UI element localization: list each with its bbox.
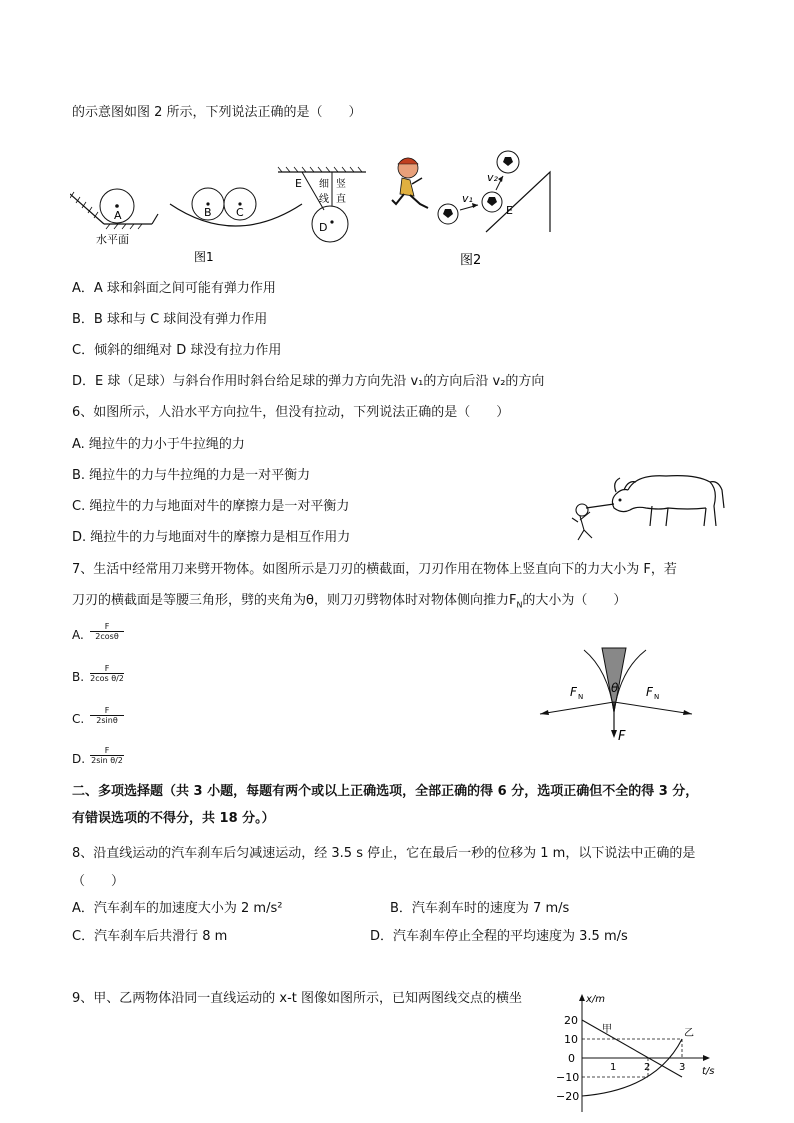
q7-option-b-label: B. <box>72 670 85 684</box>
label-rope-2: 线 <box>319 194 329 205</box>
label-vertical-1: 竖 <box>336 179 346 190</box>
q8-option-b: B．汽车刹车时的速度为 7 m/s <box>390 901 570 916</box>
q5-intro: 的示意图如图 2 所示，下列说法正确的是（ ） <box>72 105 362 120</box>
label-fn-right-sub: N <box>654 693 660 701</box>
q8-stem: 8、沿直线运动的汽车刹车后匀减速运动，经 3.5 s 停止，它在最后一秒的位移为 1 m，以下说法中正确的是 <box>72 846 696 861</box>
label-fn-left-sub: N <box>578 693 584 701</box>
kicker-figure <box>392 158 428 208</box>
label-fn-right: F <box>646 685 653 699</box>
q7-stem-line-1: 7、生活中经常用刀来劈开物体。如图所示是刀刃的横截面，刀刃作用在物体上竖直向下的力大小为 F，若 <box>72 562 677 577</box>
label-theta: θ <box>611 681 619 695</box>
label-rope-1: 细 <box>319 179 329 190</box>
q8-option-a: A．汽车刹车的加速度大小为 2 m/s² <box>72 901 283 916</box>
label-v1: v₁ <box>462 192 473 205</box>
xlabel: t/s <box>702 1066 715 1077</box>
ball-a-diagram <box>70 189 158 246</box>
ball-3 <box>497 151 519 173</box>
q6-option-d: D. 绳拉牛的力与地面对牛的摩擦力是相互作用力 <box>72 530 351 545</box>
q5-option-a: A．A 球和斜面之间可能有弹力作用 <box>72 281 276 296</box>
label-b: B <box>204 206 212 219</box>
ytick-20: 20 <box>564 1014 578 1027</box>
label-fn-left: F <box>570 685 577 699</box>
q7-option-b-num: F <box>90 664 124 674</box>
label-e-2: E <box>506 204 513 217</box>
cow-figure <box>566 460 726 548</box>
xtick-1: 1 <box>610 1062 617 1073</box>
ytick-neg20: −20 <box>556 1090 580 1103</box>
q9-stem: 9、甲、乙两物体沿同一直线运动的 x-t 图像如图所示，已知两图线交点的横坐 <box>72 991 523 1006</box>
figure-2 <box>388 148 558 273</box>
label-a: A <box>114 209 122 222</box>
label-c: C <box>236 206 244 219</box>
ball-d-diagram <box>278 167 366 242</box>
label-d: D <box>319 221 328 234</box>
q7-stem-line-2-end: 的大小为（ ） <box>522 593 627 608</box>
ytick-0: 0 <box>568 1052 575 1065</box>
section-2-line-1: 二、多项选择题（共 3 小题，每题有两个或以上正确选项，全部正确的得 6 分，选项正确但不全的得 3 分， <box>72 784 699 799</box>
q7-option-b-den: 2cos θ/2 <box>90 674 124 683</box>
xt-graph <box>556 990 716 1120</box>
q7-option-d-den: 2sin θ/2 <box>91 756 123 765</box>
q5-option-c: C．倾斜的细绳对 D 球没有拉力作用 <box>72 343 282 358</box>
label-jia: 甲 <box>602 1024 612 1035</box>
q6-option-a: A. 绳拉牛的力小于牛拉绳的力 <box>72 437 245 452</box>
ylabel: x/m <box>586 994 606 1005</box>
q6-option-b: B. 绳拉牛的力与牛拉绳的力是一对平衡力 <box>72 468 311 483</box>
q7-option-a-den: 2cosθ <box>95 632 119 641</box>
label-yi: 乙 <box>684 1028 694 1039</box>
q7-stem-line-2 <box>72 592 626 615</box>
figure-1-caption: 图1 <box>194 250 214 264</box>
label-ground: 水平面 <box>96 233 129 246</box>
ball-bc-diagram <box>170 188 302 226</box>
ball-1 <box>438 204 458 224</box>
q7-stem-line-2-text: 刀刃的横截面是等腰三角形，劈的夹角为θ，则刀刃劈物体时对物体侧向推力F <box>72 593 517 608</box>
ytick-neg10: −10 <box>556 1071 580 1084</box>
knife-figure <box>534 640 704 750</box>
q7-option-a-num: F <box>90 622 124 632</box>
series-jia <box>582 1020 682 1077</box>
q7-option-a-label: A. <box>72 628 84 642</box>
label-f: F <box>618 729 626 744</box>
q8-option-c: C．汽车刹车后共滑行 8 m <box>72 929 228 944</box>
q7-option-c-label: C. <box>72 712 85 726</box>
label-e: E <box>295 177 302 190</box>
q6-stem: 6、如图所示，人沿水平方向拉牛，但没有拉动，下列说法正确的是（ ） <box>72 405 510 420</box>
q7-option-c-num: F <box>90 706 124 716</box>
label-v2: v₂ <box>487 171 498 184</box>
q5-option-b: B．B 球和与 C 球间没有弹力作用 <box>72 312 268 327</box>
ytick-10: 10 <box>564 1033 578 1046</box>
q8-option-d: D．汽车刹车停止全程的平均速度为 3.5 m/s <box>370 929 628 944</box>
q7-stem-fn-sub: N <box>516 600 523 610</box>
q7-option-d-label: D. <box>72 752 86 766</box>
q5-option-d: D．E 球（足球）与斜台作用时斜台给足球的弹力方向先沿 v₁的方向后沿 v₂的方向 <box>72 374 545 389</box>
series-yi <box>582 1039 682 1096</box>
q7-option-d-num: F <box>90 746 124 756</box>
q6-option-c: C. 绳拉牛的力与地面对牛的摩擦力是一对平衡力 <box>72 499 350 514</box>
label-vertical-2: 直 <box>336 194 346 205</box>
q8-paren: （ ） <box>72 874 125 889</box>
figure-2-caption: 图2 <box>460 253 482 268</box>
ball-2 <box>482 192 502 212</box>
q7-option-c-den: 2sinθ <box>96 716 118 725</box>
xtick-2: 2 <box>644 1062 651 1073</box>
section-2-line-2: 有错误选项的不得分，共 18 分。） <box>72 811 275 826</box>
figure-1 <box>70 162 370 267</box>
xtick-3: 3 <box>679 1062 686 1073</box>
